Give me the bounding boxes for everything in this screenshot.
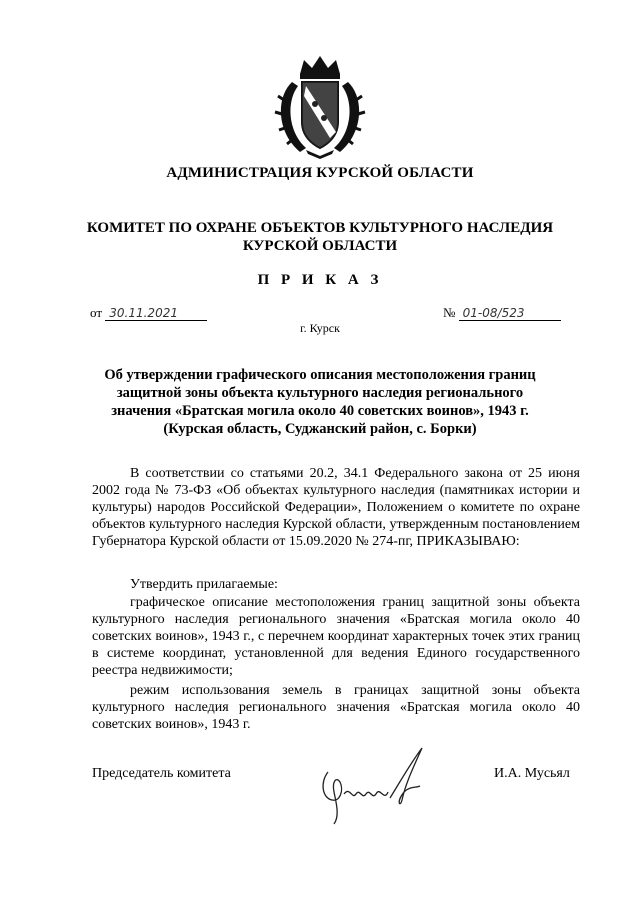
subject-line-2: защитной зоны объекта культурного наследия регионального xyxy=(116,385,524,401)
committee-name xyxy=(0,219,640,255)
body-paragraph-4: режим использования земель в границах защитной зоны объекта культурного наследия регионального значения «Братская могила около 40 советских воинов», 1943 г. xyxy=(92,683,580,732)
subject-line-3: значения «Братская могила около 40 советских воинов», 1943 г. xyxy=(111,403,529,419)
city: г. Курск xyxy=(300,321,340,335)
committee-line-2: КУРСКОЙ ОБЛАСТИ xyxy=(242,238,398,254)
body-paragraph-3: графическое описание местоположения границ защитной зоны объекта культурного наследия регионального значения «Братская могила около 40 советских воинов», 1943 г., с перечнем координат характерных точек этих границ в системе координат, установленной для ведения Единого государственного реестра недвижимости; xyxy=(92,595,580,678)
subject-line-1: Об утверждении графического описания местоположения границ xyxy=(104,367,536,383)
order-number xyxy=(443,305,561,321)
number-value: 01-08/523 xyxy=(459,306,561,321)
committee-line-1: КОМИТЕТ ПО ОХРАНЕ ОБЪЕКТОВ КУЛЬТУРНОГО НАСЛЕДИЯ xyxy=(86,220,554,236)
number-prefix: № xyxy=(443,305,456,320)
body-paragraph-2: Утвердить прилагаемые: xyxy=(130,577,278,592)
order-date xyxy=(90,305,207,321)
body-paragraph-1: В соответствии со статьями 20.2, 34.1 Федерального закона от 25 июня 2002 года № 73-ФЗ «Об объектах культурного наследия (памятниках истории и культуры) народов Российской Федерации», Положением о комитете по охране объектов культурного наследия Курской области, утвержденным постановлением Губернатора Курской области от 15.09.2020 № 274-пг, ПРИКАЗЫВАЮ: xyxy=(92,466,580,549)
signatory-title: Председатель комитета xyxy=(92,766,231,781)
coat-of-arms-emblem xyxy=(270,52,370,160)
handwritten-signature xyxy=(310,742,440,832)
date-prefix: от xyxy=(90,305,103,320)
document-type: П Р И К А З xyxy=(257,272,383,288)
signatory-name: И.А. Мусьял xyxy=(494,766,570,781)
date-value: 30.11.2021 xyxy=(105,306,207,321)
subject-line-4: (Курская область, Суджанский район, с. Борки) xyxy=(163,421,477,437)
order-subject xyxy=(100,366,540,438)
organization-name: АДМИНИСТРАЦИЯ КУРСКОЙ ОБЛАСТИ xyxy=(166,165,474,181)
